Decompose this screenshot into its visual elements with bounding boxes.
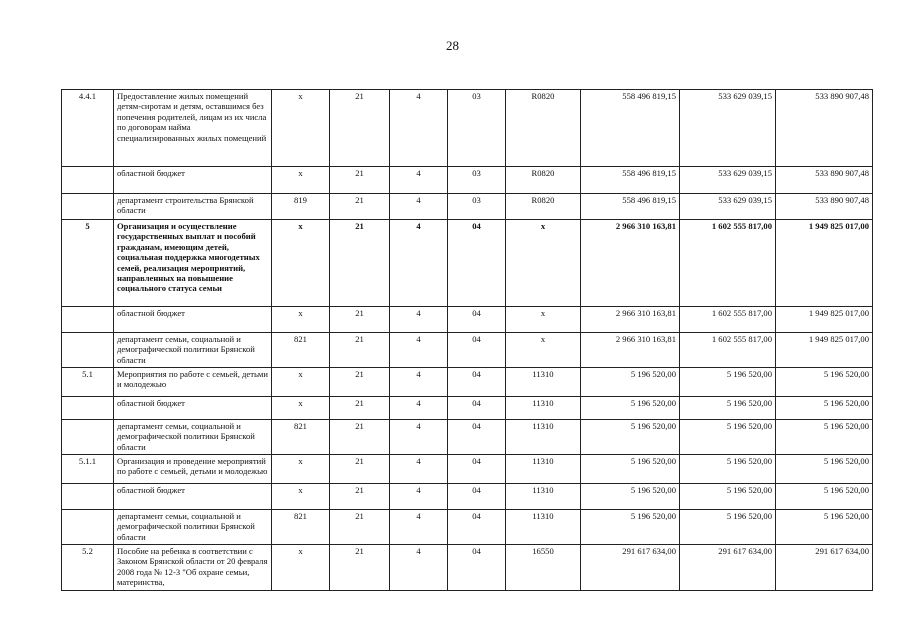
row-description: департамент семьи, социальной и демографической политики Брянской области xyxy=(114,333,272,368)
row-amount-2: 1 602 555 817,00 xyxy=(680,333,776,368)
row-number xyxy=(62,307,114,333)
row-target-code: R0820 xyxy=(506,167,581,194)
row-admin-code: x xyxy=(272,167,330,194)
row-number xyxy=(62,194,114,220)
row-number xyxy=(62,333,114,368)
row-amount-1: 5 196 520,00 xyxy=(581,420,680,455)
row-program-code: 21 xyxy=(330,167,390,194)
row-section-code: 04 xyxy=(448,307,506,333)
row-section-code: 04 xyxy=(448,545,506,591)
table-row xyxy=(62,307,873,333)
row-amount-3: 291 617 634,00 xyxy=(776,545,873,591)
row-subprogram-code: 4 xyxy=(390,455,448,484)
row-description: департамент семьи, социальной и демографической политики Брянской области xyxy=(114,510,272,545)
row-amount-1: 5 196 520,00 xyxy=(581,397,680,420)
row-amount-3: 1 949 825 017,00 xyxy=(776,220,873,307)
row-admin-code: x xyxy=(272,368,330,397)
row-number: 4.4.1 xyxy=(62,90,114,167)
row-number xyxy=(62,420,114,455)
row-section-code: 04 xyxy=(448,368,506,397)
row-target-code: 11310 xyxy=(506,484,581,510)
row-target-code: 11310 xyxy=(506,455,581,484)
row-subprogram-code: 4 xyxy=(390,167,448,194)
row-section-code: 03 xyxy=(448,90,506,167)
row-description: областной бюджет xyxy=(114,397,272,420)
row-description: областной бюджет xyxy=(114,167,272,194)
table-row xyxy=(62,368,873,397)
row-subprogram-code: 4 xyxy=(390,545,448,591)
row-admin-code: x xyxy=(272,484,330,510)
row-admin-code: x xyxy=(272,545,330,591)
table-row xyxy=(62,167,873,194)
row-amount-1: 558 496 819,15 xyxy=(581,90,680,167)
row-subprogram-code: 4 xyxy=(390,194,448,220)
row-number: 5.1 xyxy=(62,368,114,397)
row-subprogram-code: 4 xyxy=(390,510,448,545)
row-program-code: 21 xyxy=(330,220,390,307)
row-program-code: 21 xyxy=(330,397,390,420)
row-amount-3: 533 890 907,48 xyxy=(776,90,873,167)
row-subprogram-code: 4 xyxy=(390,333,448,368)
table-row xyxy=(62,545,873,591)
row-amount-2: 5 196 520,00 xyxy=(680,368,776,397)
row-amount-2: 5 196 520,00 xyxy=(680,484,776,510)
row-program-code: 21 xyxy=(330,455,390,484)
row-amount-2: 533 629 039,15 xyxy=(680,90,776,167)
row-target-code: 16550 xyxy=(506,545,581,591)
row-amount-2: 291 617 634,00 xyxy=(680,545,776,591)
row-admin-code: 819 xyxy=(272,194,330,220)
row-admin-code: 821 xyxy=(272,420,330,455)
row-amount-2: 5 196 520,00 xyxy=(680,397,776,420)
row-section-code: 04 xyxy=(448,484,506,510)
row-amount-1: 558 496 819,15 xyxy=(581,167,680,194)
row-amount-2: 533 629 039,15 xyxy=(680,194,776,220)
row-target-code: x xyxy=(506,220,581,307)
row-amount-1: 5 196 520,00 xyxy=(581,368,680,397)
row-description: областной бюджет xyxy=(114,484,272,510)
row-target-code: 11310 xyxy=(506,420,581,455)
row-amount-1: 2 966 310 163,81 xyxy=(581,220,680,307)
table-row xyxy=(62,484,873,510)
table-row xyxy=(62,90,873,167)
row-description: Мероприятия по работе с семьей, детьми и молодежью xyxy=(114,368,272,397)
table-row xyxy=(62,420,873,455)
row-program-code: 21 xyxy=(330,194,390,220)
row-amount-2: 1 602 555 817,00 xyxy=(680,307,776,333)
row-target-code: R0820 xyxy=(506,194,581,220)
row-description: департамент семьи, социальной и демографической политики Брянской области xyxy=(114,420,272,455)
row-program-code: 21 xyxy=(330,90,390,167)
row-section-code: 03 xyxy=(448,194,506,220)
row-program-code: 21 xyxy=(330,368,390,397)
row-amount-2: 5 196 520,00 xyxy=(680,420,776,455)
row-amount-3: 5 196 520,00 xyxy=(776,484,873,510)
row-program-code: 21 xyxy=(330,545,390,591)
row-amount-2: 5 196 520,00 xyxy=(680,455,776,484)
row-admin-code: x xyxy=(272,455,330,484)
row-description: Организация и осуществление государственных выплат и пособий гражданам, имеющим детей, социальная поддержка многодетных семей, реализация мероприятий, направленных на повышение социального статуса семьи xyxy=(114,220,272,307)
row-number: 5.2 xyxy=(62,545,114,591)
table-row xyxy=(62,455,873,484)
table-row xyxy=(62,220,873,307)
row-admin-code: x xyxy=(272,220,330,307)
row-subprogram-code: 4 xyxy=(390,368,448,397)
row-amount-2: 1 602 555 817,00 xyxy=(680,220,776,307)
row-subprogram-code: 4 xyxy=(390,307,448,333)
row-description: Пособие на ребенка в соответствии с Законом Брянской области от 20 февраля 2008 года № 12-З "Об охране семьи, материнства, xyxy=(114,545,272,591)
row-target-code: R0820 xyxy=(506,90,581,167)
row-amount-2: 5 196 520,00 xyxy=(680,510,776,545)
row-program-code: 21 xyxy=(330,420,390,455)
row-subprogram-code: 4 xyxy=(390,420,448,455)
row-amount-3: 533 890 907,48 xyxy=(776,194,873,220)
table-row xyxy=(62,333,873,368)
row-subprogram-code: 4 xyxy=(390,220,448,307)
row-amount-3: 5 196 520,00 xyxy=(776,420,873,455)
row-target-code: x xyxy=(506,333,581,368)
row-admin-code: x xyxy=(272,90,330,167)
table-row xyxy=(62,510,873,545)
row-program-code: 21 xyxy=(330,307,390,333)
row-amount-3: 1 949 825 017,00 xyxy=(776,307,873,333)
row-description: областной бюджет xyxy=(114,307,272,333)
row-amount-1: 5 196 520,00 xyxy=(581,484,680,510)
budget-table xyxy=(61,89,873,591)
row-admin-code: 821 xyxy=(272,333,330,368)
row-program-code: 21 xyxy=(330,510,390,545)
row-amount-1: 558 496 819,15 xyxy=(581,194,680,220)
row-section-code: 04 xyxy=(448,455,506,484)
row-number: 5.1.1 xyxy=(62,455,114,484)
row-amount-2: 533 629 039,15 xyxy=(680,167,776,194)
row-amount-3: 5 196 520,00 xyxy=(776,510,873,545)
row-section-code: 04 xyxy=(448,510,506,545)
row-amount-3: 5 196 520,00 xyxy=(776,455,873,484)
row-section-code: 04 xyxy=(448,333,506,368)
row-amount-1: 2 966 310 163,81 xyxy=(581,333,680,368)
row-amount-1: 291 617 634,00 xyxy=(581,545,680,591)
row-number xyxy=(62,397,114,420)
row-amount-3: 5 196 520,00 xyxy=(776,368,873,397)
row-number xyxy=(62,167,114,194)
row-number: 5 xyxy=(62,220,114,307)
row-admin-code: 821 xyxy=(272,510,330,545)
row-amount-1: 5 196 520,00 xyxy=(581,510,680,545)
row-section-code: 03 xyxy=(448,167,506,194)
row-section-code: 04 xyxy=(448,220,506,307)
row-number xyxy=(62,484,114,510)
row-number xyxy=(62,510,114,545)
row-target-code: 11310 xyxy=(506,368,581,397)
row-admin-code: x xyxy=(272,397,330,420)
table-row xyxy=(62,397,873,420)
row-target-code: 11310 xyxy=(506,397,581,420)
page-number: 28 xyxy=(446,38,459,53)
table-row xyxy=(62,194,873,220)
row-program-code: 21 xyxy=(330,333,390,368)
row-target-code: 11310 xyxy=(506,510,581,545)
row-description: Организация и проведение мероприятий по работе с семьей, детьми и молодежью xyxy=(114,455,272,484)
row-subprogram-code: 4 xyxy=(390,484,448,510)
row-subprogram-code: 4 xyxy=(390,90,448,167)
row-amount-3: 1 949 825 017,00 xyxy=(776,333,873,368)
row-amount-1: 2 966 310 163,81 xyxy=(581,307,680,333)
row-subprogram-code: 4 xyxy=(390,397,448,420)
row-description: Предоставление жилых помещений детям-сиротам и детям, оставшимся без попечения родителей, лицам из их числа по договорам найма специализированных жилых помещений xyxy=(114,90,272,167)
row-target-code: x xyxy=(506,307,581,333)
row-admin-code: x xyxy=(272,307,330,333)
row-description: департамент строительства Брянской области xyxy=(114,194,272,220)
row-section-code: 04 xyxy=(448,397,506,420)
row-amount-1: 5 196 520,00 xyxy=(581,455,680,484)
row-amount-3: 5 196 520,00 xyxy=(776,397,873,420)
row-section-code: 04 xyxy=(448,420,506,455)
row-program-code: 21 xyxy=(330,484,390,510)
row-amount-3: 533 890 907,48 xyxy=(776,167,873,194)
